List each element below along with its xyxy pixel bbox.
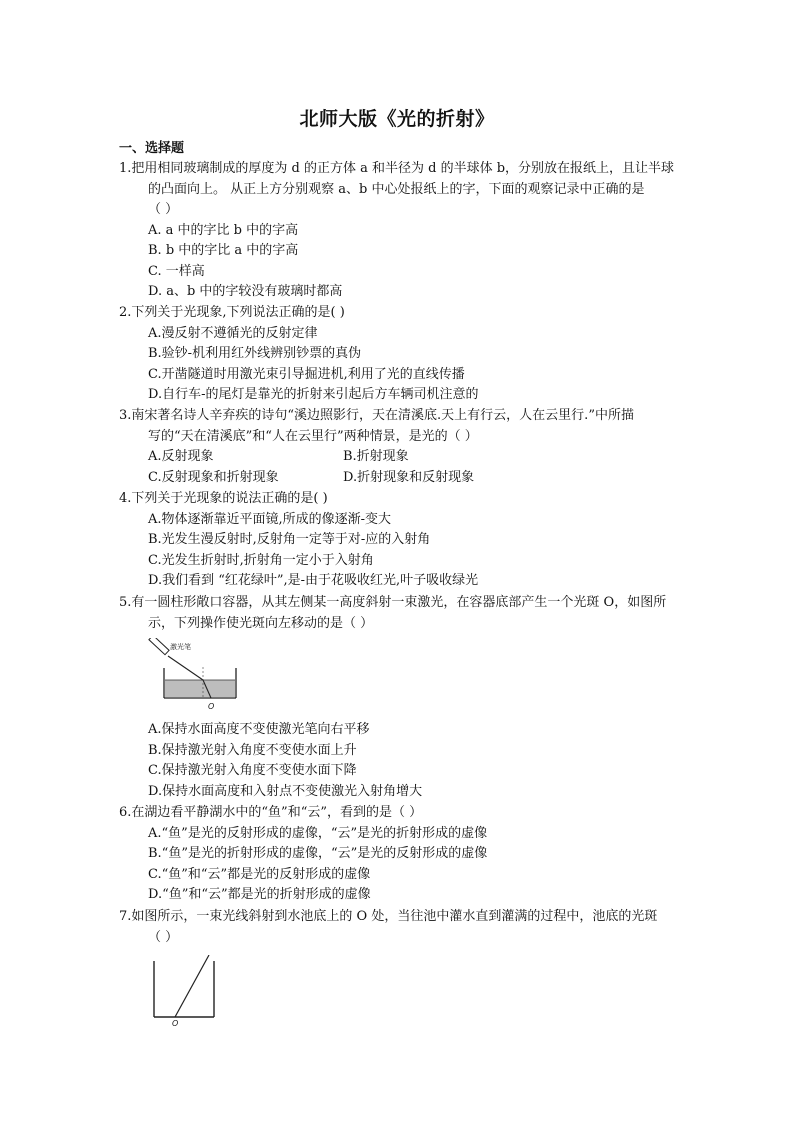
question-stem: 7.如图所示，一束光线斜射到水池底上的 O 处，当往池中灌水直到灌满的过程中，池底的光斑 [119, 909, 658, 924]
option-a: A.漫反射不遵循光的反射定律 [148, 325, 318, 341]
question-stem: 2.下列关于光现象,下列说法正确的是( ) [119, 305, 345, 320]
option-a: A.物体逐渐靠近平面镜,所成的像逐渐-变大 [148, 511, 392, 527]
option-d: D.保持水面高度和入射点不变使激光入射角增大 [148, 783, 423, 799]
question-7 [119, 907, 704, 948]
option-d: D.折射现象和反射现象 [343, 469, 475, 485]
option-a: A. a 中的字比 b 中的字高 [148, 222, 299, 238]
question-stem: 5.有一圆柱形敞口容器，从其左侧某一高度斜射一束激光，在容器底部产生一个光斑 O，如图所 [119, 595, 667, 610]
question-6 [119, 803, 704, 906]
laser-container-figure [140, 638, 240, 710]
option-a: A.“鱼”是光的反射形成的虚像，“云”是光的折射形成的虚像 [148, 825, 488, 841]
document-title: 北师大版《光的折射》 [299, 108, 495, 130]
option-b: B.光发生漫反射时,反射角一定等于对-应的入射角 [148, 532, 431, 548]
question-3 [119, 406, 704, 488]
laser-pen-icon [149, 638, 169, 655]
question-5 [119, 593, 704, 634]
question-5-options [119, 720, 704, 802]
point-o-label: O [172, 1019, 179, 1027]
option-d: D. a、b 中的字较没有玻璃时都高 [148, 284, 343, 300]
option-c: C.反射现象和折射现象 [148, 469, 279, 485]
option-a: A.保持水面高度不变使激光笔向右平移 [148, 722, 370, 737]
question-2 [119, 303, 704, 406]
water-fill [165, 680, 235, 697]
pool-figure [145, 955, 225, 1027]
light-ray [175, 955, 209, 1017]
option-row [119, 468, 704, 489]
option-b: B.“鱼”是光的折射形成的虚像，“云”是光的反射形成的虚像 [148, 846, 488, 862]
laser-pen-label: 激光笔 [170, 643, 191, 651]
option-b: B.保持激光射入角度不变使水面上升 [148, 742, 357, 758]
option-row [119, 447, 704, 468]
option-b: B.折射现象 [343, 449, 409, 464]
option-a: A.反射现象 [148, 449, 214, 464]
option-d: D.自行车-的尾灯是靠光的折射来引起后方车辆司机注意的 [148, 387, 479, 403]
option-d: D.“鱼”和“云”都是光的折射形成的虚像 [148, 887, 371, 903]
question-stem: 4.下列关于光现象的说法正确的是( ) [119, 491, 328, 506]
question-1 [119, 159, 704, 303]
question-blank: （ ） [148, 202, 179, 217]
option-c: C.保持激光射入角度不变使水面下降 [148, 763, 357, 779]
question-stem: 3.南宋著名诗人辛弃疾的诗句“溪边照影行，天在清溪底.天上有行云，人在云里行.”中所描 [119, 408, 634, 423]
point-o-label: O [208, 702, 215, 710]
question-stem: 1.把用相同玻璃制成的厚度为 d 的正方体 a 和半径为 d 的半球体 b，分别放在报纸上，且让半球 [119, 161, 675, 176]
question-stem: 写的“天在清溪底”和“人在云里行”两种情景，是光的（ ） [148, 428, 478, 444]
question-stem: 示，下列操作使光斑向左移动的是（ ） [148, 615, 374, 631]
option-b: B. b 中的字比 a 中的字高 [148, 243, 299, 259]
option-b: B.验钞-机利用红外线辨别钞票的真伪 [148, 346, 362, 362]
question-blank: （ ） [148, 929, 179, 945]
option-c: C.开凿隧道时用激光束引导掘进机,利用了光的直线传播 [148, 366, 465, 382]
option-c: C.光发生折射时,折射角一定小于入射角 [148, 552, 374, 568]
option-d: D.我们看到 “红花绿叶”,是-由于花吸收红光,叶子吸收绿光 [148, 573, 479, 589]
option-c: C.“鱼”和“云”都是光的反射形成的虚像 [148, 866, 371, 882]
question-stem: 6.在湖边看平静湖水中的“鱼”和“云”，看到的是（ ） [119, 805, 423, 820]
question-stem: 的凸面向上。 从正上方分别观察 a、b 中心处报纸上的字，下面的观察记录中正确的是 [148, 181, 645, 197]
question-4 [119, 489, 704, 592]
option-c: C. 一样高 [148, 263, 205, 279]
section-heading: 一、选择题 [119, 141, 185, 156]
